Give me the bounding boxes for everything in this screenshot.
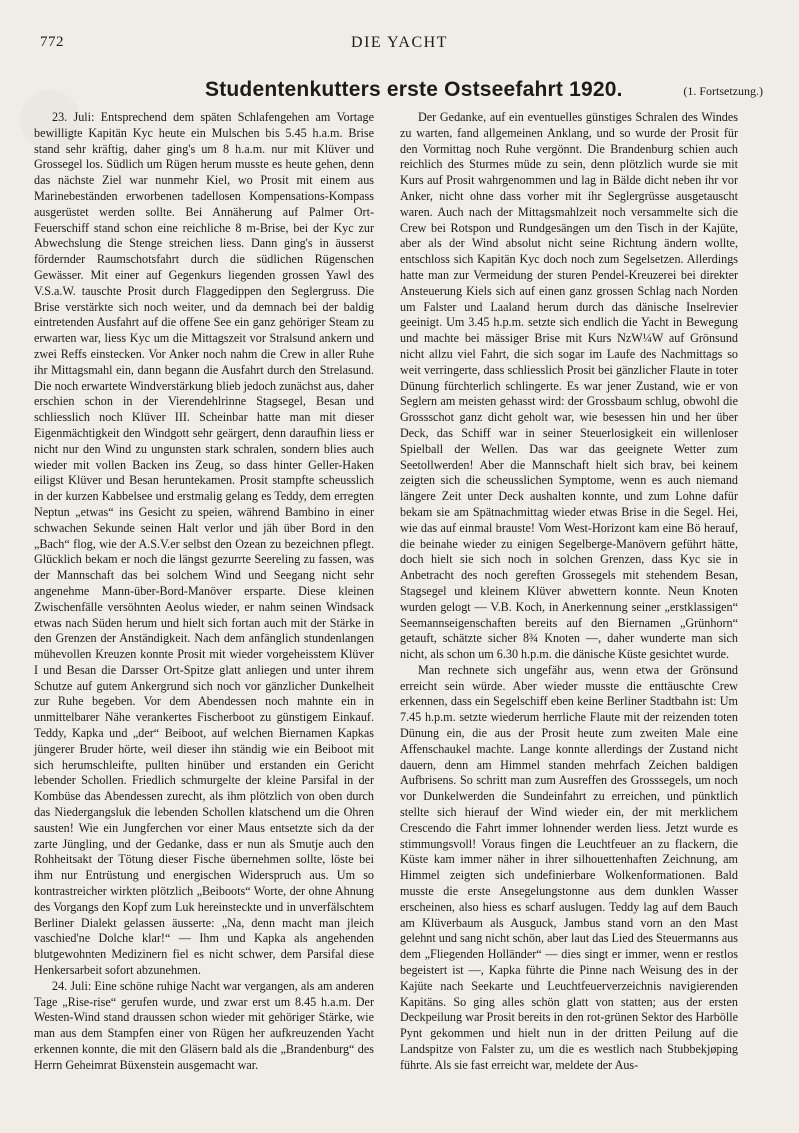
paragraph-july-24: 24. Juli: Eine schöne ruhige Nacht war vergangen, als am anderen Tage „Rise-rise“ gerufen wurde, und zwar erst um 8.45 h.a.m. Der Westen-Wind stand draussen schon wieder mit gehöriger Stärke, wie man aus dem Stampfen einer von Rügen her aufkreuzenden Yacht erkennen konnte, die mit den Gläsern bald als die „Brandenburg“ des Herrn Geheimrat Büxenstein ausgemacht war. — [34, 978, 374, 1072]
paragraph-right-2: Man rechnete sich ungefähr aus, wenn etwa der Grönsund erreicht sein würde. Aber wieder musste die enttäuschte Crew erkennen, dass ein Segelschiff eben keine Berliner Stadtbahn ist: Um 7.45 h.p.m. setzte wiederum herrliche Flaute mit der reizenden toten Dünung ein, die aus der Prosit heute zum zweiten Male eine Affenschaukel machte. Lange konnte allerdings der Zustand nicht dauern, denn am Himmel standen mehrfach Zeichen baldigen Aufbrisens. So schritt man zum Ausreffen des Grosssegels, um noch vor Dunkelwerden die Sundeinfahrt zu erreichen, und pünktlich stellte sich hierauf der Wind wieder ein, der mit merklichem Crescendo die Fahrt immer lohnender werden liess. Jetzt wurde es stimmungsvoll! Voraus fingen die Leuchtfeuer an zu flackern, die Küste kam immer näher in ihrer silhouettenhaften Zeichnung, am Himmel zeigten sich undefinierbare Wolkenformationen. Bald musste die erste Ansegelungstonne aus dem dunklen Wasser erscheinen, also hiess es scharf auslugen. Teddy lag auf dem Bauch am Klüverbaum als Ausguck, Jambus stand vorn an den Mast gelehnt und sang nicht schön, aber laut das Lied des Steuermanns aus dem „Fliegenden Holländer“ — dies singt er immer, wenn er restlos begeistert ist —, Kapka führte die Pinne nach Weisung des in der Kajüte nach Seekarte und Leuchtfeuerverzeichnis navigierenden Kapitäns. So ging alles schön glatt von statten; aus der ersten Deckpeilung war Prosit bereits in den rot-grünen Sektor des Harbölle Pynt gekommen und hielt nun in der dritten Peilung auf die Landspitze von Falster zu, um die es westlich nach Stubbekjøping führte. Als sie fast erreicht war, meldete der Aus- — [400, 662, 738, 1072]
page-number: 772 — [40, 34, 64, 50]
paragraph-right-1: Der Gedanke, auf ein eventuelles günstiges Schralen des Windes zu warten, fand allgemeinen Anklang, und so wurde der Prosit für den Vormittag noch Ruhe vergönnt. Die Brandenburg schien auch reichlich des Sturmes müde zu sein, denn plötzlich wurde sie mit Kurs auf Prosit wahrgenommen und lag in Bälde dicht neben ihr vor Anker, nicht ohne dass vorher mit ihr Seglergrüsse ausgetauscht waren. Auch nach der Mittagsmahlzeit noch versammelte sich die Crew bei Rotspon und Rundgesängen um den Tisch in der Kajüte, aber als der Wind absolut nicht seine Richtung ändern wollte, entschloss sich Kapitän Kyc doch noch zum Segelsetzen. Allerdings hatte man zur Vermeidung der sturen Pendel-Kreuzerei bei direkter Ansteuerung Kiels sich auf einen ganz grossen Schlag nach Norden um Falster und Laaland herum durch das dänische Inselrevier geeinigt. Um 3.45 h.p.m. setzte sich endlich die Yacht in Bewegung und machte bei mässiger Brise mit Kurs NzW¼W auf Grönsund nicht allzu viel Fahrt, die sich sogar im Laufe des Nachmittags so weit verringerte, dass schliesslich Prosit bei gänzlicher Flaute in toter Dünung fürchterlich schlingerte. Es war jener Zustand, wie er von Seglern am meisten gehasst wird: der Grossbaum schlug, obwohl die Grossschot ganz dicht geholt war, wie besessen hin und her über Deck, das Schiff war in seiner Steuerlosigkeit ein willenloser Spielball der Wellen. Das war das geeignete Wetter zum Seetollwerden! Aber die Mannschaft hielt sich brav, bei keinem zeigten sich die scheusslichen Symptome, wenn es auch niemand längere Zeit unter Deck aushalten konnte, und zum Lohne dafür bekam sie am Spätnachmittag wieder etwas Brise in die Segel. Hei, wie das auf einmal brauste! Vom West-Horizont kam eine Bö herauf, die beinahe wieder zu einigen Segelberge-Manövern geführt hätte, doch hielt sie sich noch in solchen Grenzen, dass Kyc sie in Anbetracht des noch gereften Grossegels mit stehendem Besan, Stagsegel und kleinem Klüver abwettern konnte. Neun Knoten wurden gelogt — V.B. Koch, in Anerkennung seiner „erstklassigen“ Seemannseigenschaften bereits auf den Biernamen „Grünhorn“ getauft, schätzte sicher 8¾ Knoten —, daher wunderte man sich nicht, als schon um 6.30 h.p.m. die dänische Küste gesichtet wurde. — [400, 110, 738, 662]
right-column — [400, 110, 738, 1074]
running-head: DIE YACHT — [351, 34, 448, 51]
paragraph-july-23: 23. Juli: Entsprechend dem späten Schlafengehen am Vortage bewilligte Kapitän Kyc heute ein Mulschen bis 5.45 h.a.m. Brise stand sehr kräftig, daher ging's um 8 h.a.m. nur mit Klüver und Grossegel los. Südlich um Rügen herum musste es heute gehen, denn das nächste Ziel war nunmehr Kiel, wo Prosit mit einem aus Marinebeständen erworbenen tadellosen Kompensations-Kompass ausgerüstet werden sollte. Bei Annäherung auf Palmer Ort-Feuerschiff stand schon eine reichliche 8 m-Brise, bei der Kyc zur Abwechslung die Stenge streichen liess. Dann ging's in äusserst fördernder Raumschotsfahrt durch die südlichen Rügenschen Gewässer. Mit einer auf Gegenkurs liegenden grossen Yawl des V.S.a.W. tauschte Prosit durch Flaggedippen den Seglergruss. Die Brise verstärkte sich noch weiter, und da demnach bei der baldig eintretenden Ausfahrt auf die offene See ein ganz gehöriger Steam zu erwarten war, liess Kyc um die Mittagszeit vor Stralsund ankern und zwei Reffs einstecken. Vor Anker noch nahm die Crew in aller Ruhe ihr Mittagsmahl ein, dann begann die Ausfahrt durch den Strelasund. Die noch erwartete Windverstärkung blieb jedoch zunächst aus, daher erschien schon in der Vierendehlrinne Stagsegel, Besan und schliesslich noch Klüver III. Scheinbar hatte man mit dieser Eigenmächtigkeit den Windgott sehr geärgert, denn daraufhin liess er nicht nur den Wind zu ungunsten stark schralen, sondern blies auch wieder mit vollen Backen ins Zeug, so dass hinter Geller-Haken eiligst Klüver und Besan heruntekamen. Prosit stampfte scheusslich in der kurzen Kabbelsee und erstmalig gelang es Teddy, dem erregten Neptun „etwas“ ins Gesicht zu speien, während Bambino in einer schwachen Sekunde seinen Halt verlor und jäh über Bord in den „Bach“ flog, wie der A.S.V.er selbst den Ozean zu bezeichnen pflegt. Glücklich bekam er noch die längst gezurrte Seereling zu fassen, was der Mannschaft das bei solchem Wind und Seegang nicht sehr angenehme Mann-über-Bord-Manöver ersparte. Diese kleinen Zwischenfälle versöhnten Aeolus wieder, er nahm seinen Windsack etwas nach Süden herum und hielt sich fortan auch mit der Stärke in den Grenzen der Anständigkeit. Nach dem anfänglich stundenlangen mühevollen Kreuzen konnte Prosit mit wieder vorgeheisstem Klüver I und Besan die Darsser Ort-Spitze glatt anliegen und unter ihrem Schutze auf gutem Ankergrund sich noch vor gänzlicher Dunkelheit zur Ruhe begeben. Vor dem Abendessen noch mahnte ein in unmittelbarer Nähe verankertes Fischerboot zu günstigem Einkauf. Teddy, Kapka und „der“ Beiboot, auf welchen Biernamen Kapkas jüngerer Bruder hörte, weil dieser ihn ständig wie ein Beiboot mit sich herumschleifte, pullten hinüber und erstanden ein Gericht lebender Schollen. Friedlich schmurgelte der kleine Parsifal in der Kombüse das Abendessen zurecht, als ihm plötzlich von oben durch das Niedergangsluk die lebenden Schollen klatschend um die Ohren sausten! Wie ein Jungferchen vor einer Maus entsetzte sich da der zarte Jüngling, und der Gedanke, dass er nun als Smutje auch den Rohheitsakt der Tötung dieser Fische übernehmen sollte, löste bei ihm nur Entrüstung und energischen Widerspruch aus. Um so kontrastreicher wirkten plötzlich „Beiboots“ Worte, der ohne Ahnung des Vorgangs den Kopf zum Luk hereinsteckte und in unverfälschtem Berliner Dialekt gelassen äusserte: „Na, denn macht man jleich vaschied'ne Dolche klar!“ — Ihm und Kapka als angehenden blutgewohnten Medizinern fiel es nicht schwer, dem Parsifal diese Henkersarbeit sofort abzunehmen. — [34, 110, 374, 978]
article-header — [40, 78, 763, 108]
continuation-note: (1. Fortsetzung.) — [683, 84, 763, 98]
article-title: Studentenkutters erste Ostseefahrt 1920. — [205, 78, 623, 101]
left-column — [34, 110, 374, 1074]
